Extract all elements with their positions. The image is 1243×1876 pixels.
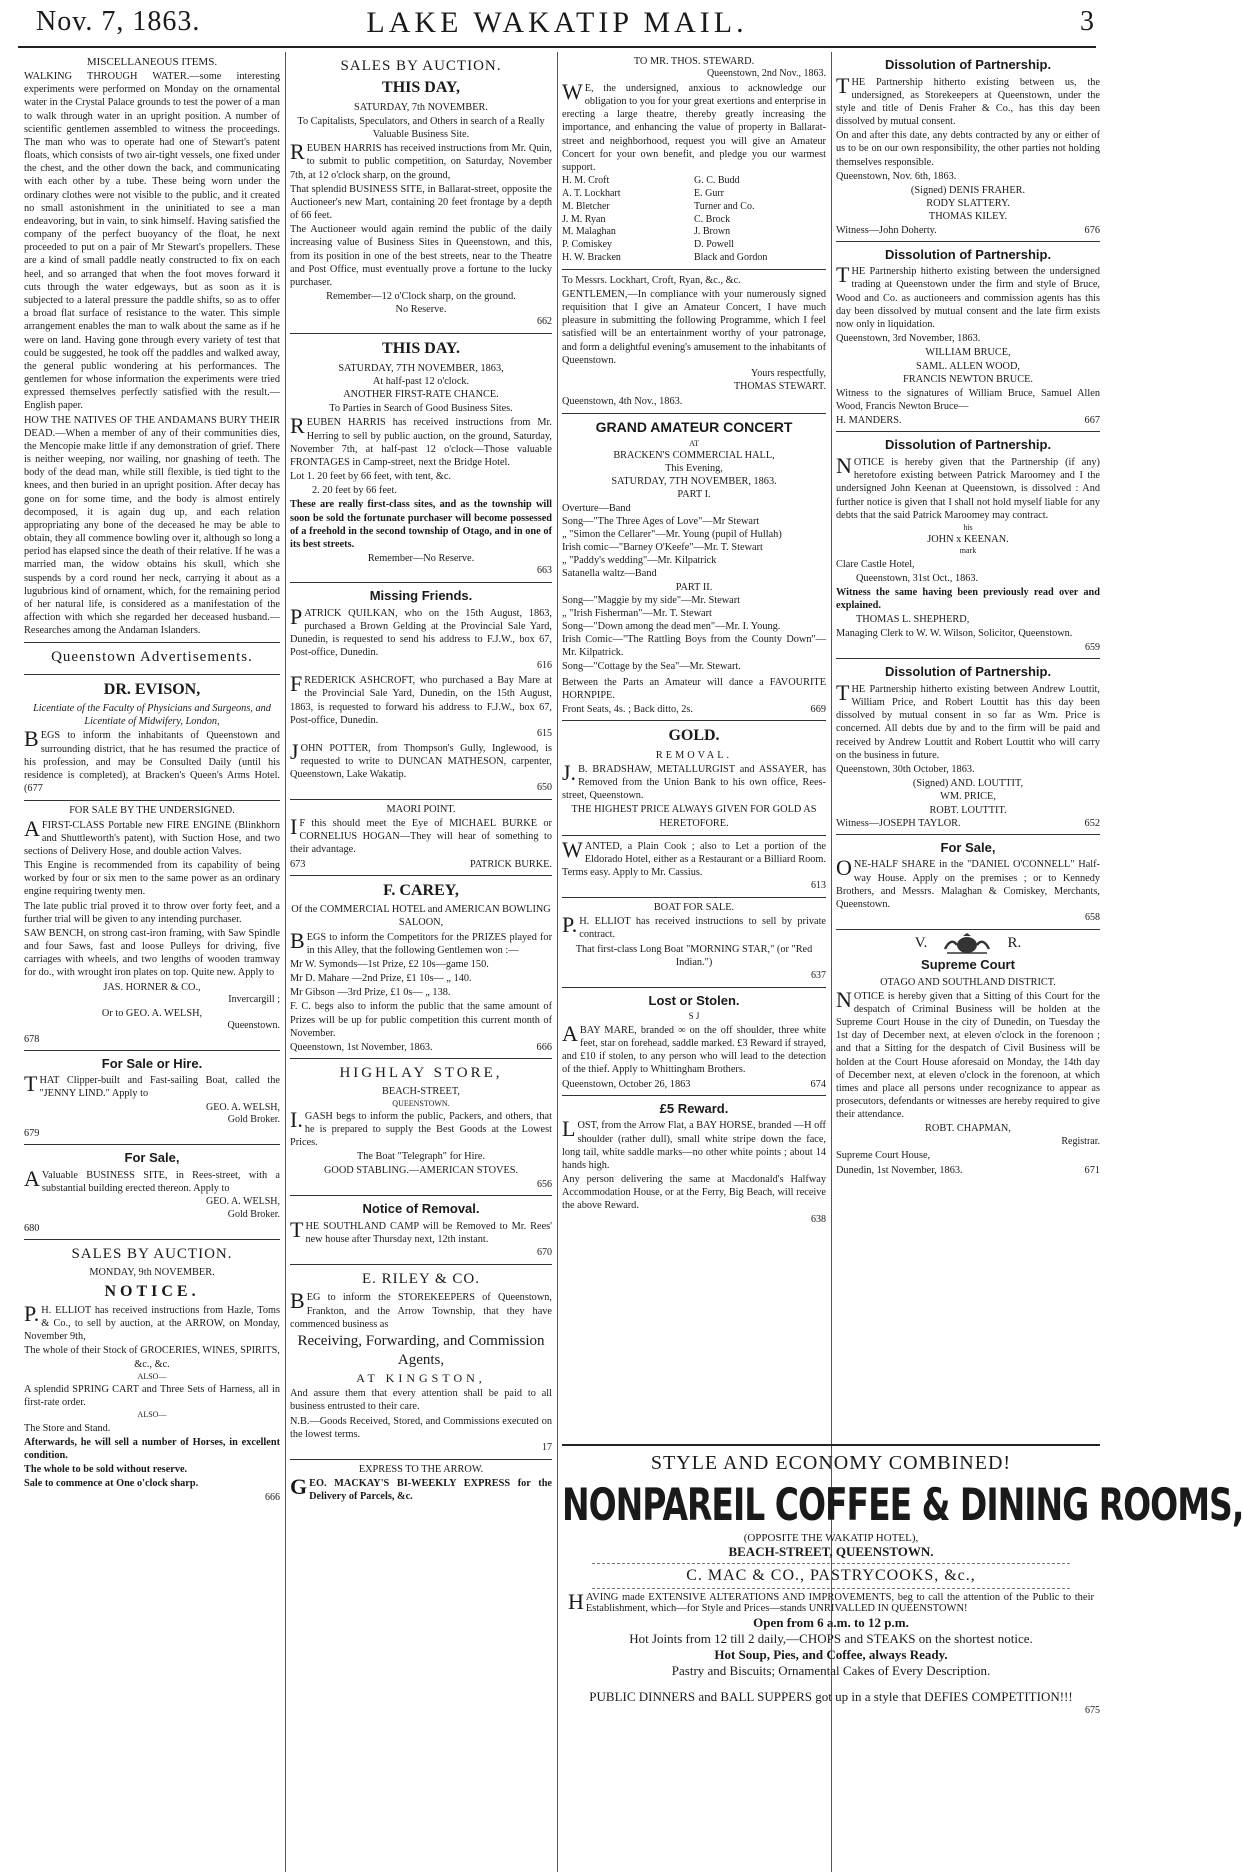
ad-date: Dunedin, 1st November, 1863. (836, 1164, 963, 1176)
ad-witness: Witness—JOSEPH TAYLOR. (836, 817, 961, 829)
ad-title: SALES BY AUCTION. (71, 1246, 233, 1263)
ad-title: Lost or Stolen. (648, 992, 740, 1008)
ad-number: 667 (1084, 415, 1100, 427)
supreme-court-notice (836, 930, 1100, 1181)
carey-bowling-ad (290, 876, 552, 1059)
ad-body: AFIRST-CLASS Portable new FIRE ENGINE (Blinkhorn and Shuttleworth's patent), with Suction Hose, and two sections of Delivery Hose, and double action Valves. (24, 815, 280, 857)
ad-remember: Remember—12 o'Clock sharp, on the ground. (326, 291, 516, 303)
ad-witness: Witness to the signatures of William Bruce, Samuel Allen Wood, Francis Newton Bruce— (836, 387, 1100, 413)
ad-title: For Sale or Hire. (101, 1055, 203, 1071)
ad-title: GOLD. (668, 727, 720, 745)
ad-date: Queenstown, October 26, 1863 (562, 1078, 691, 1090)
bruce-wood-dissolution (836, 242, 1100, 433)
gold-removal-ad (562, 721, 826, 836)
program-list (562, 502, 826, 581)
misc-items-article (24, 52, 280, 643)
highlay-store-ad (290, 1059, 552, 1196)
ad-body: J.B. BRADSHAW, METALLURGIST and ASSAYER, has Removed from the Union Bank to his own office, Rees-street, Queenstown. (562, 759, 826, 802)
ad-body: NOTICE is hereby given that a Sitting of this Court for the despatch of Criminal Business will be holden at the Supreme Court House in the city of Dunedin, on Tuesday the 1st day of December next, at eleven o'clock in the forenoon ; and that a Sitting for the despatch of Civil Business will be holden at the Court House aforesaid on Monday, the 14th day of December next, at eleven o'clock in the forenoon, at which times and place all persons under recognizance to appear as prosecutors, defendants or witnesses are hereby required to give their attendance. (836, 986, 1100, 1121)
boat-hire-ad (24, 1051, 280, 1146)
column-divider (557, 52, 558, 1872)
section-heading: Queenstown Advertisements. (51, 649, 253, 666)
riley-agents-ad (290, 1265, 552, 1460)
ad-number: 17 (542, 1441, 552, 1453)
ad-body: Afterwards, he will sell a number of Horses, in excellent condition. (24, 1436, 280, 1461)
signatory-name: E. Gurr (694, 187, 724, 199)
notice-body: JOHN POTTER, from Thompson's Gully, Inglewood, is requested to write to DUNCAN MATHESON, carpenter, Queenstown, Lake Wakatip. (290, 738, 552, 780)
signatory-name: ROBT. LOUTTIT. (929, 804, 1007, 816)
ad-signature: Or to GEO. A. WELSH, (101, 1007, 203, 1019)
grand-concert-ad (562, 414, 826, 722)
ad-body: Lot 1. 20 feet by 66 feet, with tent, &c. (290, 471, 451, 483)
program-list (562, 594, 826, 673)
ad-body: And assure them that every attention shall be paid to all business entrusted to their care. (290, 1388, 552, 1413)
ad-number: 669 (810, 704, 826, 716)
ad-witness: Witness—John Doherty. (836, 224, 937, 236)
nonpareil-banner-ad (562, 1444, 1243, 1716)
ad-date: MONDAY, 9th NOVEMBER. (89, 1267, 215, 1279)
ad-title: Notice of Removal. (362, 1201, 480, 1217)
winner-line: Mr W. Symonds—1st Prize, £2 10s—game 150. (290, 958, 489, 970)
newspaper-title: LAKE WAKATIP MAIL. (366, 6, 748, 39)
signature-his: his (963, 522, 973, 532)
ad-body: AValuable BUSINESS SITE, in Rees-street, with a substantial building erected thereon. Apply to (24, 1166, 280, 1195)
issue-date: Nov. 7, 1863. (36, 6, 201, 37)
signatory-name: Black and Gordon (694, 251, 768, 263)
ad-title: MAORI POINT. (386, 803, 456, 815)
ad-subtitle: QUEENSTOWN. (392, 1098, 450, 1108)
column-2 (290, 52, 552, 1872)
banner-proprietor: C. MAC & CO., PASTRYCOOKS, &c., (686, 1567, 976, 1584)
ad-subtitle: REMOVAL. (655, 749, 733, 761)
signatory-name: H. M. Croft (562, 175, 610, 187)
ad-witness: Witness the same having been previously read over and explained. (836, 586, 1100, 612)
ad-body: To Capitalists, Speculators, and Others in search of a Really Valuable Business Site. (297, 115, 545, 140)
ad-signature: H. MANDERS. (836, 415, 902, 427)
ad-number: 666 (265, 1491, 280, 1503)
ad-body: GOOD STABLING.—AMERICAN STOVES. (323, 1165, 519, 1177)
ad-time: This Evening, (665, 463, 723, 475)
signatory-name: (Signed) AND. LOUTTIT, (912, 778, 1024, 790)
fire-engine-sale-ad (24, 801, 280, 1050)
ad-body: ONE-HALF SHARE in the "DANIEL O'CONNELL" Half-way House. Apply on the premises ; or to Kennedy Brothers, and Messrs. Malaghan & Comiskey, Merchants, Queenstown. (836, 855, 1100, 910)
letter-signature: THOMAS STEWART. (734, 380, 826, 392)
ad-body: A splendid SPRING CART and Three Sets of Harness, all in first-rate order. (24, 1384, 280, 1409)
ad-body: The whole to be sold without reserve. (24, 1464, 188, 1476)
ad-body: IF this should meet the Eye of MICHAEL BURKE or CORNELIUS HOGAN—They will hear of something to their advantage. (290, 814, 552, 856)
ad-signature: Queenstown. (227, 1019, 280, 1031)
ad-signature: JOHN x KEENAN. (927, 534, 1009, 546)
oconnell-share-ad (836, 835, 1100, 930)
banner-location: (OPPOSITE THE WAKATIP HOTEL), (743, 1532, 919, 1544)
ad-title: FOR SALE BY THE UNDERSIGNED. (69, 805, 235, 817)
ad-signature: Invercargill ; (228, 993, 280, 1005)
ad-body: Between the Parts an Amateur will dance a FAVOURITE HORNPIPE. (562, 676, 826, 701)
banner-headline: STYLE AND ECONOMY COMBINED! (650, 1452, 1012, 1474)
arrow-auction-ad (24, 1240, 280, 1508)
ad-body: SAW BENCH, on strong cast-iron framing, with Saw Spindle and four Saws, fast and loose Pulleys for driving, five carriages with wheels, and two lengths of wooden tramway for do., with wrought iron plates on top. Quite new. Apply to (24, 927, 280, 979)
cipher-v: V. (914, 935, 928, 952)
maori-point-ad (290, 800, 552, 876)
ad-signature: PATRICK BURKE. (469, 858, 552, 870)
ad-title: GRAND AMATEUR CONCERT (595, 418, 793, 435)
louttit-dissolution (836, 659, 1100, 835)
ad-number: 671 (1084, 1164, 1100, 1176)
ad-number: 666 (536, 1042, 552, 1053)
ad-date: SATURDAY, 7TH NOVEMBER, 1863. (611, 476, 777, 488)
ad-number: 676 (1084, 224, 1100, 236)
column-1 (24, 52, 280, 1872)
ad-body: THAT Clipper-built and Fast-sailing Boat, called the "JENNY LIND." Apply to (24, 1071, 280, 1100)
ad-title: Supreme Court (921, 956, 1015, 972)
ad-number: 650 (537, 782, 552, 794)
signature-list (836, 777, 1100, 817)
signatory-name: FRANCIS NEWTON BRUCE. (903, 373, 1033, 385)
signature-mark: mark (959, 546, 977, 556)
ad-body: THE Partnership hitherto existing between Andrew Louttit, William Price, and Robert Louttit has this day been dissolved by mutual consent in so far as Wm. Price is concerned. All debts due by and to the firm will be paid and received by Andrew Louttit and Robert Louttit who will carry on the business in future. (836, 679, 1100, 761)
letter-body: GENTLEMEN,—In compliance with your numerously signed requisition that I give an Amateur Concert, I have much pleasure in submitting the following Programme, which I feel satisfied will be an entertainment worthy of your patronage, and form a delightful evening's amusement to the inhabitants of Queenstown. (562, 288, 826, 366)
ad-subtitle: Of the COMMERCIAL HOTEL and AMERICAN BOWLING SALOON, (291, 904, 551, 929)
signatory-name: J. Brown (694, 226, 731, 238)
ad-title: Dissolution of Partnership. (884, 246, 1052, 262)
ad-body: That first-class Long Boat "MORNING STAR," (or "Red Indian.") (575, 943, 813, 968)
ad-body: ABAY MARE, branded ∞ on the off shoulder, three white feet, star on forehead, saddle marked. £3 Reward if strayed, and £10 if stolen, to any person who will lead to the detection of the thief. Apply to Whittingham Brothers. (562, 1020, 826, 1076)
signature-list (836, 346, 1100, 386)
program-item: Overture—Band (562, 502, 631, 514)
ad-title: £5 Reward. (659, 1100, 729, 1116)
ad-title: Dissolution of Partnership. (884, 437, 1052, 453)
masthead-rule (18, 46, 1096, 48)
letter-addressee: To Messrs. Lockhart, Croft, Ryan, &c., &c. (562, 274, 741, 286)
program-item: Song—"Maggie by my side"—Mr. Stewart (562, 594, 741, 606)
business-site-ad (24, 1145, 280, 1240)
ad-number: 658 (1085, 912, 1100, 924)
ad-body: P.H. ELLIOT has received instructions from Hazle, Toms & Co., to sell by auction, at the ARROW, on Monday, November 9th, (24, 1300, 280, 1343)
ad-body: THE SOUTHLAND CAMP will be Removed to Mr. Rees' new house after Thursday next, 12th instant. (290, 1217, 552, 1246)
banner-line: PUBLIC DINNERS and BALL SUPPERS got up in a style that DEFIES COMPETITION!!! (589, 1689, 1073, 1704)
ad-number: 613 (811, 880, 826, 892)
notice-body: FREDERICK ASHCROFT, who purchased a Bay Mare at the Provincial Sale Yard, Dunedin, on the 15th August, 1863, is requested to forward his address to F.J.W., box 67, Post-office, Dunedin. (290, 671, 552, 726)
program-item: Song—"Down among the dead men"—Mr. I. Young. (562, 621, 781, 633)
ad-time: At half-past 12 o'clock. (372, 375, 470, 387)
banner-title: NONPAREIL COFFEE & DINING ROOMS, (562, 1478, 1243, 1531)
express-arrow-ad (290, 1460, 552, 1509)
signatory-name: Turner and Co. (694, 200, 755, 212)
ad-at: AT (689, 438, 699, 448)
signatory-name: SAML. ALLEN WOOD, (916, 360, 1020, 372)
ad-body: To Parties in Search of Good Business Sites. (329, 403, 513, 415)
ad-body: REUBEN HARRIS has received instructions from Mr. Herring to sell by public auction, on the ground, Saturday, November 7th, at half-past 12 o'clock—Those valuable FRONTAGES in Camp-street, next the Bridge Hotel. (290, 413, 552, 468)
ad-number: 659 (1085, 641, 1100, 653)
ad-body: GEO. MACKAY'S BI-WEEKLY EXPRESS for the Delivery of Parcels, &c. (290, 1473, 552, 1503)
ad-number: 679 (24, 1128, 40, 1140)
signatory-name: WM. PRICE, (940, 791, 996, 803)
ad-body: Sale to commence at One o'clock sharp. (24, 1478, 199, 1490)
ad-date: Queenstown, Nov. 6th, 1863. (836, 170, 957, 182)
cipher-r: R. (1007, 935, 1022, 952)
ad-body: This Engine is recommended from its capability of being worked by four or six men to the same power as an ordinary engine requiring twenty men. (24, 860, 280, 898)
dr-evison-ad (24, 675, 280, 802)
reward-ad (562, 1096, 826, 1231)
ad-location: AT KINGSTON, (356, 1370, 486, 1385)
signatories-list (562, 175, 826, 265)
andamans-text: HOW THE NATIVES OF THE ANDAMANS BURY THEIR DEAD.—When a member of any of their communities dies, the Mencopie make little if any demonstration of grief. There is neither weeping, nor wailing, nor gnashing of teeth. The body of the dead man, while still flexible, is tied tight to the knees, and then buried in an upright position. After decay has gone on for some time, and the body is almost entirely decomposed, it is again dug up, and each relation appropriating any bone of the deceased he may be able to obtain, they all commence bowling over it, although so long a period has elapsed since the death of their relative. If he was a married man, the widow obtains his skull, which she suspends by a cord round her neck, carrying it about as a lugubrious kind of ornament, which, for the remaining period of her natural life, is considered as a manifestation of the affection with which she regarded her deceased husband.—Researches among the Andaman Islanders. (24, 414, 280, 637)
signature-list (836, 184, 1100, 224)
ad-date: Queenstown, 3rd November, 1863. (836, 333, 981, 345)
walking-through-water-text: WALKING THROUGH WATER.—some interesting experiments were performed on Monday on the ornamental water in the Crystal Palace grounds to test the power of a man to walk through water in an upright position. A number of scientific gentlemen assembled to witness the proceedings. The man who was to operate had one of Stewart's patent floats, which consists of two air-tight vessels, one fixed under the chest, and the other down the back, and communicating with each other by a tube. These being worn under the ordinary clothes were not visible to the public, and it created no small astonishment in the uninitiated to see a man endeavoring, but in vain, to sink himself. Having satisfied the company of the perfect buoyancy of the float, he next proceeded to put on a pair of Mr Stewart's propellers. These are a kind of small paddle neatly constructed to fix on each heel, and so arranged that when the foot moves forward it cuts through the water edgeways, but as soon as it is subjected to a lateral pressure the paddle shifts, so as to offer a broad flat surface of resistance to the water. This simple arrangement enables the man to walk about the same as if he were on land. Having gone through every variety of test that could be suggested, he took off the paddles and walked away, the general public wondering at his performances. The gentlemen for whose information the experiments were tried expressed themselves perfectly satisfied with the result.—English paper. (24, 71, 280, 412)
signatory-name: J. M. Ryan (562, 213, 606, 225)
section-heading: SALES BY AUCTION. (340, 58, 502, 74)
ad-date: SATURDAY, 7TH NOVEMBER, 1863, (338, 362, 504, 374)
ad-number: 656 (537, 1178, 552, 1190)
signatory-name: RODY SLATTERY. (926, 198, 1010, 210)
ad-prices: Front Seats, 4s. ; Back ditto, 2s. (562, 704, 693, 716)
ad-title: BOAT FOR SALE. (653, 902, 735, 914)
letter-date: Queenstown, 2nd Nov., 1863. (706, 68, 826, 80)
ad-title: Dissolution of Partnership. (884, 57, 1052, 72)
ad-body: 2. 20 feet by 66 feet. (312, 485, 397, 497)
requisition-letter (562, 52, 826, 270)
signatory-name: THOMAS KILEY. (928, 211, 1008, 223)
ad-body: LOST, from the Arrow Flat, a BAY HORSE, branded —H off shoulder (rather dull), small white stripe down the face, long tail, white saddle marks—no other white points ; about 14 hands high. (562, 1116, 826, 1171)
program-item: Irish Comic—"The Rattling Boys from the County Down"—Mr. Kilpatrick. (562, 634, 826, 659)
misc-heading: MISCELLANEOUS ITEMS. (86, 56, 218, 68)
ad-date: Queenstown, 1st November, 1863. (290, 1042, 433, 1053)
banner-street: BEACH-STREET, QUEENSTOWN. (728, 1544, 934, 1559)
ad-body: BEGS to inform the Competitors for the PRIZES played for in this Alley, that the following Gentlemen won :— (290, 927, 552, 956)
ad-body: The whole of their Stock of GROCERIES, WINES, SPIRITS, &c., &c. (24, 1345, 280, 1370)
program-item: „ "Simon the Cellarer"—Mr. Young (pupil of Hullah) (562, 528, 782, 540)
winner-line: Mr Gibson —3rd Prize, £1 0s— „ 138. (290, 987, 451, 999)
ad-body: The Boat "Telegraph" for Hire. (356, 1151, 486, 1163)
ad-subtitle: ANOTHER FIRST-RATE CHANCE. (343, 389, 499, 401)
ad-signature: ROBT. CHAPMAN, (925, 1123, 1011, 1135)
signatory-name: A. T. Lockhart (562, 187, 621, 199)
ad-number: 670 (537, 1247, 552, 1259)
letter-date: Queenstown, 4th Nov., 1863. (562, 395, 683, 407)
ad-subtitle: BEACH-STREET, (382, 1086, 460, 1098)
banner-divider (592, 1563, 1070, 1564)
ad-title: HIGHLAY STORE, (339, 1065, 503, 1082)
letter-closing: Yours respectfully, (751, 367, 826, 379)
ad-date: Queenstown, 31st Oct., 1863. (856, 572, 979, 584)
ad-highlight: Receiving, Forwarding, and Commission Agents, (297, 1332, 545, 1369)
signatory-name: H. W. Bracken (562, 251, 621, 263)
ad-signature: THOMAS L. SHEPHERD, (856, 614, 970, 626)
ad-signature-role: Registrar. (1061, 1135, 1100, 1147)
signatory-name: P. Comiskey (562, 239, 613, 251)
letter-addressee: TO MR. THOS. STEWARD. (633, 56, 755, 67)
ad-place: Supreme Court House, (836, 1150, 931, 1162)
program-item: „ "Paddy's wedding"—Mr. Kilpatrick (562, 555, 717, 567)
ad-signature: Managing Clerk to W. W. Wilson, Solicitor, Queenstown. (836, 628, 1073, 640)
ad-number: 680 (24, 1222, 40, 1234)
ad-body: The Store and Stand. (24, 1422, 111, 1434)
signatory-name: (Signed) DENIS FRAHER. (910, 185, 1026, 196)
ad-title: EXPRESS TO THE ARROW. (358, 1463, 484, 1475)
ad-date: SATURDAY, 7th NOVEMBER. (354, 101, 488, 113)
ad-title: Dissolution of Partnership. (884, 664, 1052, 680)
ad-number: 673 (290, 858, 306, 870)
program-item: Song—"Cottage by the Sea"—Mr. Stewart. (562, 660, 741, 672)
program-item: „ "Irish Fisherman"—Mr. T. Stewart (562, 607, 712, 619)
ad-number: 616 (537, 660, 552, 672)
ad-title: F. CAREY, (383, 881, 459, 899)
ad-number: 615 (537, 727, 552, 739)
banner-line: Hot Joints from 12 till 2 daily,—CHOPS and STEAKS on the shortest notice. (629, 1631, 1033, 1646)
missing-friends-section (290, 583, 552, 800)
ad-signature: JAS. HORNER & CO., (103, 981, 201, 993)
program-part: PART II. (675, 581, 713, 593)
signatory-name: C. Brock (694, 213, 731, 225)
signatory-name: D. Powell (694, 239, 734, 251)
banner-body: HAVING made EXTENSIVE ALTERATIONS AND IMPROVEMENTS, beg to call the attention of the Public to their Establishment, which—for Style and Prices—stands UNRIVALLED IN QUEENSTOWN! (568, 1589, 1094, 1614)
ad-title: THIS DAY. (382, 340, 460, 358)
ad-title: For Sale, (940, 839, 996, 855)
boat-for-sale-ad (562, 898, 826, 988)
ad-body: These are really first-class sites, and as the township will soon be sold the fortunate purchaser will become possessed of a freehold in the second township of Otago, and in one of its best streets. (290, 499, 552, 550)
ad-number: 675 (1085, 1705, 1100, 1716)
ad-body: On and after this date, any debts contracted by any or either of us to be on our own responsibility, the other parties not holding themselves responsible. (836, 130, 1100, 168)
ad-date: Queenstown, 30th October, 1863. (836, 763, 975, 775)
queenstown-ads-header (24, 643, 280, 674)
ad-signature: Gold Broker. (227, 1209, 280, 1221)
royal-arms-emblem-icon (941, 933, 993, 955)
lost-stolen-ad (562, 988, 826, 1096)
ad-body: That splendid BUSINESS SITE, in Ballarat-street, opposite the Auctioneer's new Mart, containing 20 feet frontage by a depth of 66 feet. (290, 183, 552, 222)
ad-venue: BRACKEN'S COMMERCIAL HALL, (613, 449, 775, 461)
keenan-dissolution (836, 432, 1100, 659)
ad-remember: No Reserve. (395, 304, 447, 316)
signatory-name: WILLIAM BRUCE, (925, 347, 1011, 359)
page-number: 3 (1080, 6, 1094, 37)
banner-hours: Open from 6 a.m. to 12 p.m. (753, 1615, 909, 1630)
ad-number: 652 (1084, 817, 1100, 829)
ad-body: THE Partnership hitherto existing between us, the undersigned, as Storekeepers at Queenstown, under the style and title of Denis Fraher & Co., has this day been dissolved by mutual consent. (836, 72, 1100, 128)
ad-signature: Gold Broker. (227, 1114, 280, 1126)
removal-notice-ad (290, 1196, 552, 1265)
ad-body: WANTED, a Plain Cook ; also to Let a portion of the Eldorado Hotel, either as a Restaurant or a Billiard Room. Terms easy. Apply to Mr. Cassius. (562, 836, 826, 879)
ad-body: P.H. ELLIOT has received instructions to sell by private contract. (562, 912, 826, 941)
ad-body: F. C. begs also to inform the public that the same amount of Prizes will be up for public competition this current month of November. (290, 1001, 552, 1039)
column-divider (285, 52, 286, 1872)
ad-title: THIS DAY, (382, 79, 460, 97)
ad-number: 637 (811, 969, 826, 981)
page-columns (24, 52, 1243, 1872)
ad-body: BEGS to inform the inhabitants of Queenstown and surrounding district, that he has resumed the practice of his profession, and may be Consulted Daily (until his residence is completed), at Bracken's Queen's Arms Hotel. (677 (24, 726, 280, 795)
winner-line: Mr D. Mahare —2nd Prize, £1 10s— „ 140. (290, 973, 472, 985)
ad-body: REUBEN HARRIS has received instructions from Mr. Quin, to submit to public competition, on Saturday, November 7th, at 12 o'clock sharp, on the ground, (290, 139, 552, 181)
ad-body: The late public trial proved it to throw over forty feet, and a further trial will be given to any intending purchaser. (24, 900, 280, 925)
ad-subtitle: OTAGO AND SOUTHLAND DISTRICT. (880, 976, 1056, 988)
letter-body: WE, the undersigned, anxious to acknowledge our obligation to you for your great exertions and enterprise in erecting a large theatre, thereby greatly increasing the importance, and enhancing the value of property in Ballarat-street and neighborhood, request you will give an Amateur Concert for your own benefit, and pledge you our warmest support. (562, 78, 826, 173)
ad-body: BEG to inform the STOREKEEPERS of Queenstown, Frankton, and the Arrow Township, that they have commenced business as (290, 1288, 552, 1330)
brand-mark: S J (688, 1011, 700, 1022)
masthead (0, 0, 1114, 52)
program-part: PART I. (677, 489, 711, 501)
ad-place: Clare Castle Hotel, (836, 558, 915, 570)
quin-auction-ad (290, 52, 552, 334)
program-item: Satanella waltz—Band (562, 568, 657, 580)
program-item: Song—"The Three Ages of Love"—Mr Stewart (562, 515, 760, 527)
fraher-dissolution (836, 52, 1100, 242)
ad-remember: Remember—No Reserve. (367, 553, 475, 565)
ad-body: Any person delivering the same at Macdonald's Halfway Accommodation House, or at the Ferry, Big Beach, will receive the above Reward. (562, 1174, 826, 1212)
reply-letter (562, 270, 826, 414)
signatory-name: G. C. Budd (694, 175, 740, 187)
ad-also: ALSO— (137, 1371, 167, 1381)
ad-body: The Auctioneer would again remind the public of the daily increasing value of Business Sites in Queenstown, and this, from its position in one of the best streets, near to the Theatre and Post Office, must eventually prove a fortune to the lucky purchaser. (290, 224, 552, 288)
ad-also: ALSO— (137, 1410, 167, 1420)
section-heading: Missing Friends. (369, 588, 473, 604)
royal-cipher (836, 933, 1100, 955)
ad-body: THE HIGHEST PRICE ALWAYS GIVEN FOR GOLD AS HERETOFORE. (571, 804, 817, 829)
ad-title: For Sale, (124, 1150, 180, 1166)
herring-auction-ad (290, 334, 552, 583)
ad-body: I.GASH begs to inform the public, Packers, and others, that he is prepared to supply the Best Goods at the Lowest Prices. (290, 1106, 552, 1149)
ad-body: NOTICE is hereby given that the Partnership (if any) heretofore existing between Patrick Maroomey and I the undersigned John Keenan at Queenstown, is dissolved : And further notice is given that I shall not hold myself liable for any debts that the said Patrick Maroomey may contract. (836, 453, 1100, 521)
ad-title: DR. EVISON, (103, 680, 201, 698)
signatory-name: M. Malaghan (562, 226, 616, 238)
wanted-cook-ad (562, 836, 826, 898)
banner-divider (592, 1588, 1070, 1589)
ad-number: 674 (810, 1078, 826, 1090)
ad-signature: GEO. A. WELSH, (206, 1101, 280, 1113)
banner-line: Hot Soup, Pies, and Coffee, always Ready. (714, 1647, 948, 1662)
ad-subtitle: Licentiate of the Faculty of Physicians and Surgeons, and Licentiate of Midwifery, London, (33, 703, 271, 728)
program-item: Irish comic—"Barney O'Keefe"—Mr. T. Stewart (562, 542, 763, 554)
banner-line: Pastry and Biscuits; Ornamental Cakes of Every Description. (671, 1663, 991, 1678)
ad-notice: NOTICE. (104, 1282, 200, 1300)
ad-number: 678 (24, 1033, 40, 1045)
notice-body: PATRICK QUILKAN, who on the 15th August, 1863, purchased a Brown Gelding at the Provincial Sale Yard, Dunedin, is requested to send his address to F.J.W., box 67, Post-office, Dunedin. (290, 603, 552, 659)
ad-number: 663 (537, 565, 552, 577)
ad-title: E. RILEY & CO. (361, 1271, 481, 1288)
ad-number: 662 (537, 316, 552, 328)
ad-signature: GEO. A. WELSH, (206, 1196, 280, 1208)
signatory-name: M. Bletcher (562, 200, 610, 212)
ad-body: N.B.—Goods Received, Stored, and Commissions executed on the lowest terms. (290, 1415, 552, 1440)
ad-body: THE Partnership hitherto existing between the undersigned trading at Queenstown under the firm and style of Bruce, Wood and Co. as auctioneers and commission agents has this day been dissolved by mutual consent and the late firm exists now only in liquidation. (836, 262, 1100, 330)
ad-number: 638 (811, 1213, 826, 1225)
